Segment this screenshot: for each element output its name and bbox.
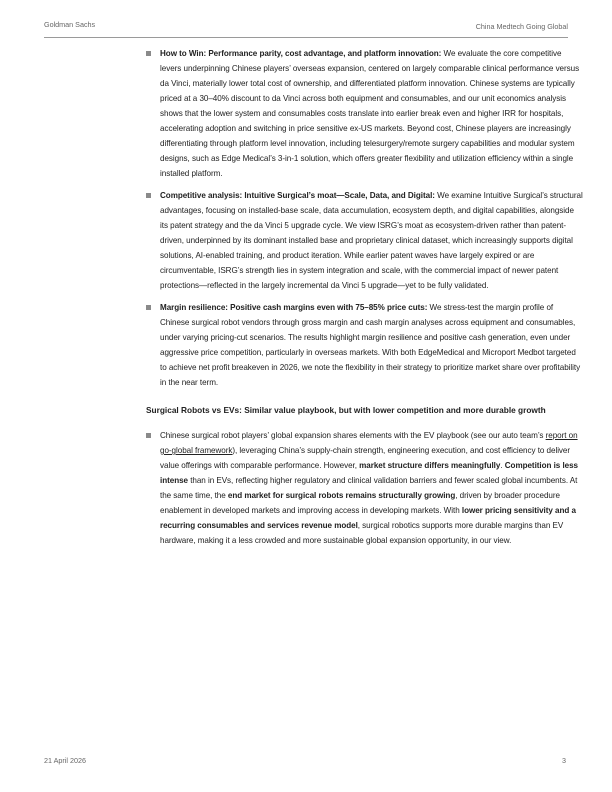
body-text: ), leveraging China’s supply-chain strength, engineering execution, and cost efficiency to deliver value offerings with comparable performance. However,	[160, 446, 571, 470]
bullet-paragraph	[146, 428, 584, 548]
bold-text: Margin resilience: Positive cash margins even with 75–85% price cuts:	[160, 303, 428, 312]
report-link[interactable]: report on go-global framework	[160, 431, 578, 455]
footer-date: 21 April 2026	[44, 756, 86, 765]
body-text: We evaluate the core competitive levers underpinning Chinese players’ overseas expansion, centered on largely comparable clinical performance versus da Vinci, materially lower total cost of ownership, and differentiated platform innovation. Chinese systems are typically priced at a 30–40% discount to da Vinci across both equipment and consumables, and our unit economics analysis shows that the lower system and consumables costs translate into earlier break even and higher IRR for hospitals, accelerating adoption and switching in price sensitive ex-US markets. Beyond cost, Chinese players are increasingly differentiating through platform level innovation, including telesurgery/remote surgery capabilities and modular system designs, such as Edge Medical’s 3-in-1 solution, which offers greater flexibility and utilization efficiency within a single installed platform.	[160, 49, 580, 178]
section-subheading: Surgical Robots vs EVs: Similar value playbook, but with lower competition and more durable growth	[146, 405, 546, 415]
bullet-paragraph	[146, 188, 584, 293]
bold-text: market structure differs meaningfully	[359, 461, 501, 470]
page-number: 3	[562, 756, 566, 765]
header-company: Goldman Sachs	[44, 20, 96, 29]
bold-text: end market for surgical robots remains structurally growing	[227, 491, 456, 500]
body-text: We examine Intuitive Surgical’s structural advantages, focusing on installed-base scale, data accumulation, ecosystem depth, and digital capabilities, alongside its patent strategy and the da Vinci 5 upgrade cycle. We view ISRG’s moat as ecosystem-driven rather than patent-driven, underpinned by its dominant installed base and proprietary clinical dataset, which increasingly supports digital solutions, AI-enabled training, and product iteration. While earlier patent waves have largely expired or are circumventable, ISRG’s strength lies in system integration and scale, with the commercial impact of newer patent protections—reflected in the largely incremental da Vinci 5 upgrade—yet to be fully validated.	[160, 191, 583, 290]
main-content	[146, 46, 584, 555]
square-bullet-icon	[146, 433, 151, 438]
ev-comparison-list	[146, 428, 584, 548]
bullet-paragraph	[146, 46, 584, 181]
bold-text: lower pricing sensitivity and a recurring consumables and services revenue model	[160, 506, 576, 530]
bullet-paragraph	[146, 300, 584, 390]
bold-text: Competition is less intense	[160, 461, 579, 485]
body-text: .	[500, 461, 505, 470]
body-text: Chinese surgical robot players’ global expansion shares elements with the EV playbook (see our auto team’s	[160, 431, 546, 440]
body-text: We stress-test the margin profile of Chinese surgical robot vendors through gross margin and cash margin analyses across equipment and consumables, under varying pricing-cut scenarios. The results highlight margin resilience and positive cash generation, even under aggressive price competition, particularly in overseas markets. With both EdgeMedical and Microport Medbot targeted to achieve net profit breakeven in 2026, we note the flexibility in their strategy to prioritize market share over profitability in the near term.	[160, 303, 581, 387]
header-divider	[44, 37, 568, 38]
body-text: , driven by broader procedure enablement in developed markets and improving access in developing markets. With	[160, 491, 560, 515]
key-findings-list	[146, 46, 584, 390]
square-bullet-icon	[146, 193, 151, 198]
bold-text: How to Win: Performance parity, cost advantage, and platform innovation:	[160, 49, 442, 58]
header-report-title: China Medtech Going Global	[475, 22, 568, 31]
body-text: , surgical robotics supports more durable margins than EV hardware, making it a less crowded and more sustainable global expansion opportunity, in our view.	[160, 521, 564, 545]
body-text: than in EVs, reflecting higher regulatory and clinical validation barriers and fewer scaled global incumbents. At the same time, the	[160, 476, 578, 500]
square-bullet-icon	[146, 51, 151, 56]
square-bullet-icon	[146, 305, 151, 310]
bold-text: Competitive analysis: Intuitive Surgical’s moat—Scale, Data, and Digital:	[160, 191, 435, 200]
